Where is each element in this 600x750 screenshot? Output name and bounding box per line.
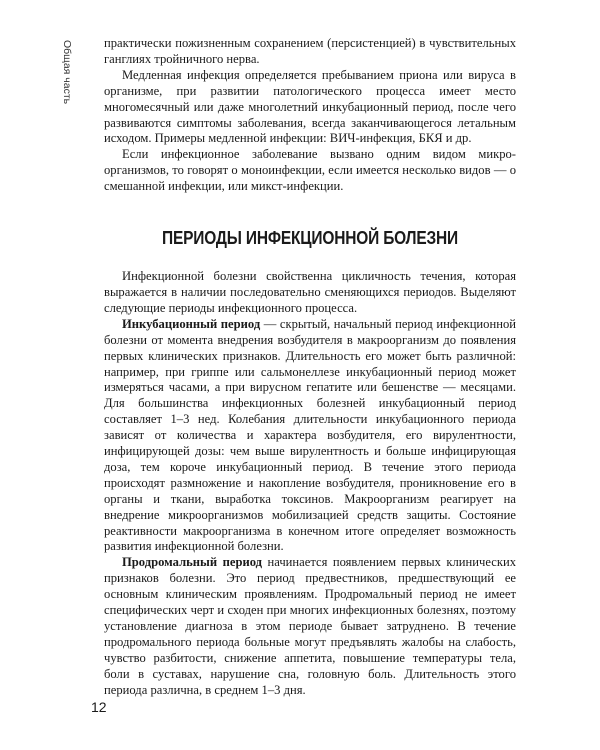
incubation-text: — скрытый, начальный период инфекционной болезни от момента внедрения возбудителя в макроорганизм до появления первых клинических признаков. Длительность его может быть различной: например, при гриппе или сальмонеллезе инкубационный период может измеряться часами, а при вирусном гепатите или бешенстве — месяцами. Для большинства инфекционных болезней инкубационный период составляет 1–3 нед. Колебания длительности инкубационного периода зависят от количества и характера возбудителя, его вирулентности, инфицирующей дозы: чем выше вирулентность и больше инфицирующая доза, тем короче инкубационный период. В течение этого периода происходят размножение и накопление возбудителя, проникновение его в органы и ткани, выработка токсинов. Макроорганизм реагирует на внедрение микроорганизмов мобилизацией средств защиты. Состояние реактивности макроорганизма в конечном итоге определяет возможность развития инфекционной болезни.	[104, 316, 516, 554]
page-number: 12	[91, 699, 107, 715]
running-header: Общая часть	[61, 40, 73, 105]
paragraph-prodromal	[104, 555, 516, 698]
term-prodromal: Продромальный период	[122, 555, 263, 570]
section-heading: ПЕРИОДЫ ИНФЕКЦИОННОЙ БОЛЕЗНИ	[162, 228, 458, 249]
paragraph-continuation: практически пожизненным сохранением (персистенцией) в чувствительных ганглиях тройничного нерва.	[104, 36, 516, 66]
paragraph-incubation	[104, 317, 516, 556]
body-text	[104, 36, 516, 699]
paragraph-slow-infection: Медленная инфекция определяется пребыванием приона или вируса в организме, при развитии патологического процесса имеет место многомесячный или даже многолетний инкубационный период, после чего развиваются симптомы заболевания, всегда заканчивающегося летальным исходом. Примеры медленной инфекции: ВИЧ-инфекция, БКЯ и др.	[104, 67, 516, 146]
prodromal-text: начинается появлением первых клинических признаков болезни. Это период предвестников, предшествующий ее основным клиническим проявлениям. Продромальный период не имеет специфических черт и сходен при многих инфекционных болезнях, поэтому установление диагноза в этом периоде бывает затруднено. В течение продромального периода больные могут предъявлять жалобы на слабость, чувство разбитости, снижение аппетита, повышение температуры тела, боли в суставах, нарушение сна, головную боль. Длительность этого периода различна, в среднем 1–3 дня.	[104, 555, 516, 697]
term-incubation: Инкубационный период	[122, 316, 261, 331]
paragraph-mono-infection: Если инфекционное заболевание вызвано одним видом микроорганизмов, то говорят о моноинфекции, если имеется несколько видов — о смешанной инфекции, или микст-инфекции.	[104, 147, 516, 194]
paragraph-periods-intro: Инфекционной болезни свойственна цикличность течения, которая выражается в наличии последовательно сменяющихся периодов. Выделяют следующие периоды инфекционного процесса.	[104, 269, 516, 315]
